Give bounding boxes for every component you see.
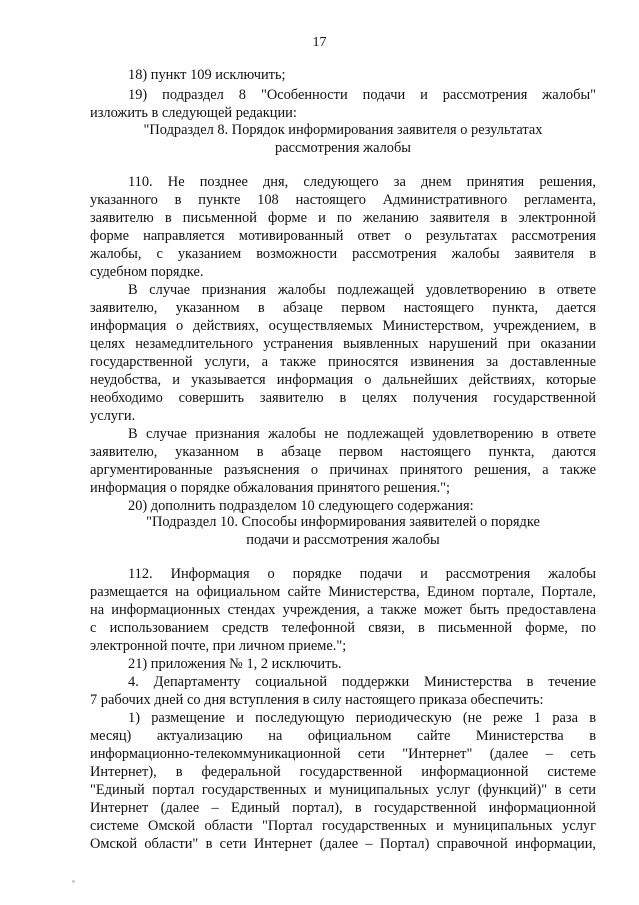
text-line: 4. Департаменту социальной поддержки Министерства в течение — [128, 674, 596, 690]
text-line: информация о порядке обжалования принятого решения."; — [90, 480, 451, 496]
text-line: 7 рабочих дней со дня вступления в силу настоящего приказа обеспечить: — [90, 692, 544, 708]
text-line: с использованием средств телефонной связи, в письменной форме, по — [90, 620, 596, 636]
scan-artifact — [72, 880, 75, 883]
text-line: государственной услуги, а также приносятся извинения за доставленные — [90, 354, 596, 370]
text-line: 19) подраздел 8 "Особенности подачи и рассмотрения жалобы" — [128, 87, 596, 103]
text-line: подачи и рассмотрения жалобы — [246, 532, 440, 548]
text-line: аргументированные разъяснения о причинах принятого решения, а также — [90, 462, 596, 478]
text-line: заявителю в письменной форме и по желанию заявителя в электронной — [90, 210, 596, 226]
text-line: информация о действиях, осуществляемых Министерством, учреждением, в — [90, 318, 596, 334]
text-line: 1) размещение и последующую периодическую (не реже 1 раза в — [128, 710, 596, 726]
text-line: электронной почте, при личном приеме."; — [90, 638, 347, 654]
page-number: 17 — [312, 35, 327, 50]
text-line: "Единый портал государственных и муниципальных услуг (функций)" в сети — [90, 782, 596, 798]
text-line: заявителю, указанном в абзаце первом настоящего пункта, дается — [90, 300, 596, 316]
text-line: 20) дополнить подразделом 10 следующего содержания: — [128, 498, 474, 514]
text-line: заявителю, указанном в абзаце первом настоящего пункта, даются — [90, 444, 596, 460]
text-line: на информационных стендах учреждения, а также может быть предоставлена — [90, 602, 596, 618]
text-line: необходимо совершить заявителю в целях получения государственной — [90, 390, 596, 406]
text-line: целях незамедлительного устранения выявленных нарушений при оказании — [90, 336, 596, 352]
text-line: размещается на официальном сайте Министерства, Едином портале, Портале, — [90, 584, 596, 600]
text-line: форме направляется мотивированный ответ о результатах рассмотрения — [90, 228, 596, 244]
text-line: судебном порядке. — [90, 264, 204, 280]
text-line: Интернет), в федеральной государственной информационной системе — [90, 764, 596, 780]
text-line: 110. Не позднее дня, следующего за днем принятия решения, — [128, 174, 596, 190]
text-line: изложить в следующей редакции: — [90, 105, 297, 121]
text-line: 112. Информация о порядке подачи и рассмотрения жалобы — [128, 566, 596, 582]
text-line: жалобы, с указанием возможности рассмотрения жалобы заявителя в — [90, 246, 596, 262]
text-line: Интернет (далее – Единый портал), в государственной информационной — [90, 800, 596, 816]
text-line: системе Омской области "Портал государственных и муниципальных услуг — [90, 818, 596, 834]
text-line: В случае признания жалобы не подлежащей удовлетворению в ответе — [128, 426, 596, 442]
text-line: услуги. — [90, 408, 136, 424]
text-line: информационно-телекоммуникационной сети "Интернет" (далее – сеть — [90, 746, 596, 762]
text-line: месяц) актуализацию на официальном сайте Министерства в — [90, 728, 596, 744]
text-line: указанного в пункте 108 настоящего Административного регламента, — [90, 192, 596, 208]
text-line: рассмотрения жалобы — [275, 140, 411, 156]
text-line: Омской области" в сети Интернет (далее – Портал) справочной информации, — [90, 836, 596, 852]
text-line: 18) пункт 109 исключить; — [128, 67, 286, 83]
text-line: "Подраздел 10. Способы информирования заявителей о порядке — [146, 514, 540, 530]
text-line: 21) приложения № 1, 2 исключить. — [128, 656, 342, 672]
text-line: "Подраздел 8. Порядок информирования заявителя о результатах — [143, 122, 543, 138]
text-line: неудобства, и указывается информация о дальнейших действиях, которые — [90, 372, 596, 388]
text-line: В случае признания жалобы подлежащей удовлетворению в ответе — [128, 282, 596, 298]
